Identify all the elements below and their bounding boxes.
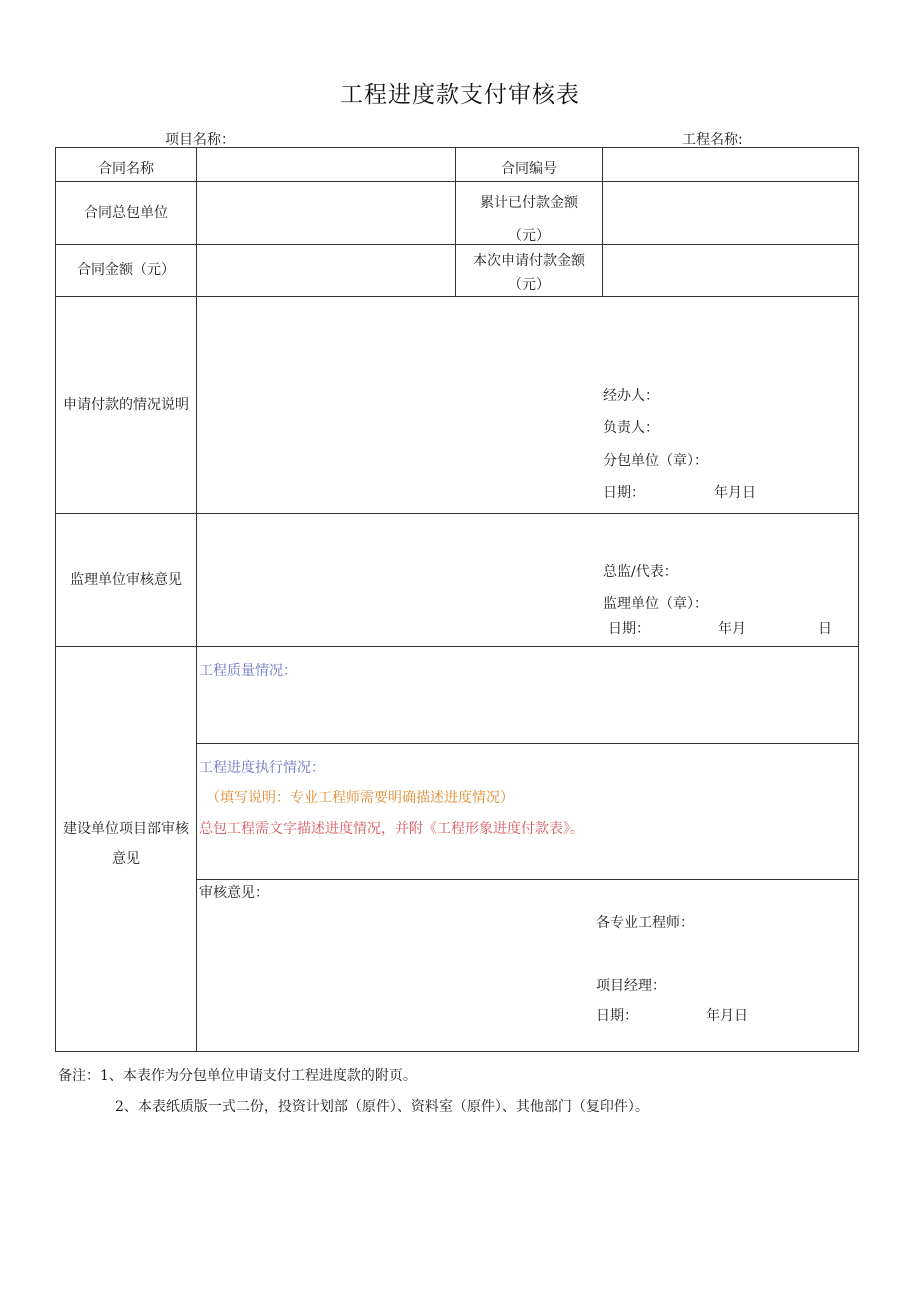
note-1: 备注：1、本表作为分包单位申请支付工程进度款的附页。 [58,1068,417,1084]
quality-status-label: 工程质量情况： [199,663,297,679]
date-year-month: 年月 [718,621,746,637]
row-divider [197,879,859,880]
current-request-unit: （元） [508,277,550,293]
owner-opinion-label: 建设单位项目部审核 [63,821,189,837]
responsible-label: 负责人： [603,420,659,436]
subcontractor-seal-label: 分包单位（章）： [603,453,708,469]
date-day: 日 [818,621,832,637]
note-2: 2、本表纸质版一式二份，投资计划部（原件）、资料室（原件）、其他部门（复印件）。 [115,1099,649,1115]
document-title: 工程进度款支付审核表 [340,82,580,108]
progress-status-label: 工程进度执行情况： [199,760,325,776]
column-divider [196,147,197,1052]
engineering-name-label: 工程名称: [682,132,743,148]
engineers-label: 各专业工程师： [596,915,694,931]
owner-opinion-label-cont: 意见 [112,851,140,867]
project-name-label: 项目名称： [165,132,235,148]
general-contractor-label: 合同总包单位 [84,204,168,221]
date-label: 日期： [603,485,645,501]
current-request-label: 本次申请付款金额 [473,253,585,269]
cumulative-paid-label: 累计已付款金额 [480,195,578,211]
date-ymd: 年月日 [714,485,756,501]
project-manager-label: 项目经理： [596,978,666,994]
contract-number-label: 合同编号 [501,160,557,177]
row-divider [197,743,859,744]
contract-name-label: 合同名称 [98,160,154,177]
handler-label: 经办人： [603,388,659,404]
fill-instruction: （填写说明：专业工程师需要明确描述进度情况） [206,790,514,806]
contract-amount-label: 合同金额（元） [77,262,175,279]
date-label: 日期： [608,621,650,637]
row-divider [55,646,859,647]
chief-supervisor-label: 总监/代表： [603,564,678,580]
supervision-seal-label: 监理单位（章）： [603,596,708,612]
application-desc-label: 申请付款的情况说明 [63,396,189,413]
date-label: 日期： [596,1008,638,1024]
supervision-opinion-label: 监理单位审核意见 [70,571,182,588]
column-divider [602,147,603,296]
date-ymd: 年月日 [706,1008,748,1024]
cumulative-paid-unit: （元） [508,228,550,244]
contractor-requirement: 总包工程需文字描述进度情况，并附《工程形象进度付款表》。 [199,821,584,837]
review-opinion-label: 审核意见： [199,885,269,901]
